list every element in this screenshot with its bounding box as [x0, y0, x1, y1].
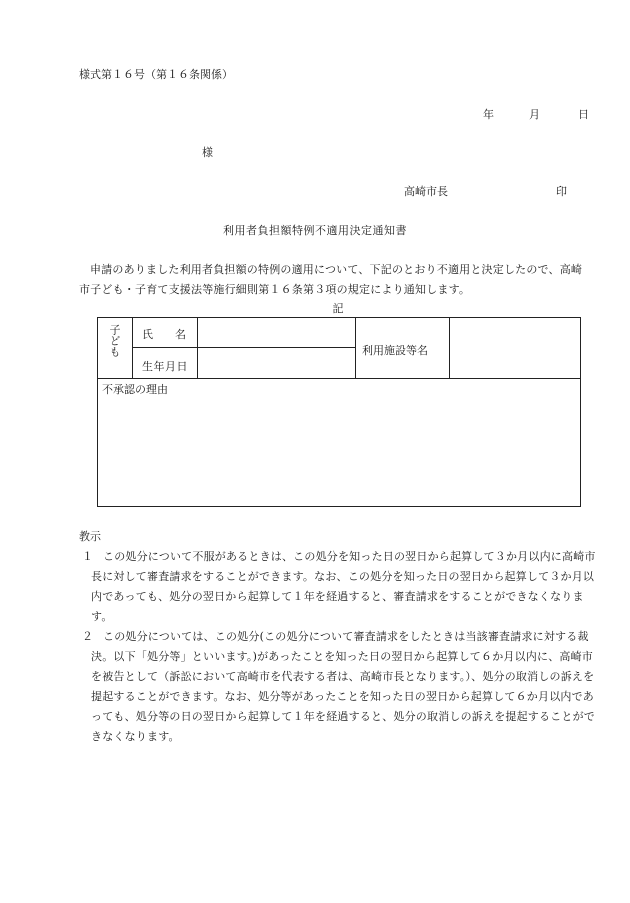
instruction-text: この処分について不服があるときは、この処分を知った日の翌日から起算して３か月以内に高崎市長に対して審査請求をすることができます。なお、この処分を知った日の翌日から起算して３か月以内であっても、処分の翌日から起算して１年を経過すると、審査請求をすることができなくなります。	[91, 550, 596, 623]
info-table	[97, 317, 581, 507]
recipient-honorific: 様	[202, 146, 213, 159]
table-divider	[132, 318, 133, 379]
issuer	[404, 183, 567, 199]
date-of-birth-label: 生年月日	[142, 360, 188, 373]
date-line	[483, 106, 589, 122]
rejection-reason-label: 不承認の理由	[102, 383, 168, 396]
name-label	[142, 326, 186, 342]
table-divider	[197, 318, 198, 379]
instructions-heading: 教示	[79, 530, 101, 543]
date-month-label: 月	[529, 108, 540, 121]
table-divider	[132, 347, 356, 348]
instruction-item	[79, 627, 603, 747]
issuer-name: 高崎市長	[404, 185, 448, 198]
date-year-label: 年	[483, 108, 494, 121]
instruction-text: この処分については、この処分(この処分について審査請求をしたときは当該審査請求に対する裁決。以下「処分等」といいます。)があったことを知った日の翌日から起算して６か月以内に、高崎市を被告として（訴訟において高崎市を代表する者は、高崎市長となります。）、処分の取消しの訴えを提起することができます。なお、処分等があったことを知った日の翌日から起算して６か月以内であっても、処分等の日の翌日から起算して１年を経過すると、処分の取消しの訴えを提起することができなくなります。	[91, 630, 595, 743]
document-title: 利用者負担額特例不適用決定通知書	[223, 224, 407, 237]
date-day-label: 日	[578, 108, 589, 121]
seal-mark: 印	[556, 185, 567, 198]
name-label-first: 氏	[142, 328, 153, 341]
instruction-number: ２	[82, 630, 94, 643]
table-divider	[98, 378, 580, 379]
body-paragraph: 申請のありました利用者負担額の特例の適用について、下記のとおり不適用と決定したので、高崎市子ども・子育て支援法等施行細則第１６条第３項の規定により通知します。	[79, 263, 583, 296]
instruction-number: １	[82, 550, 94, 563]
instruction-item	[79, 547, 603, 627]
ki-marker: 記	[332, 302, 344, 315]
form-number: 様式第１６号（第１６条関係）	[79, 68, 233, 81]
name-label-second: 名	[175, 328, 186, 341]
facility-name-label: 利用施設等名	[362, 344, 428, 357]
child-label: 子ども	[108, 324, 121, 357]
table-divider	[449, 318, 450, 379]
table-divider	[355, 318, 356, 379]
